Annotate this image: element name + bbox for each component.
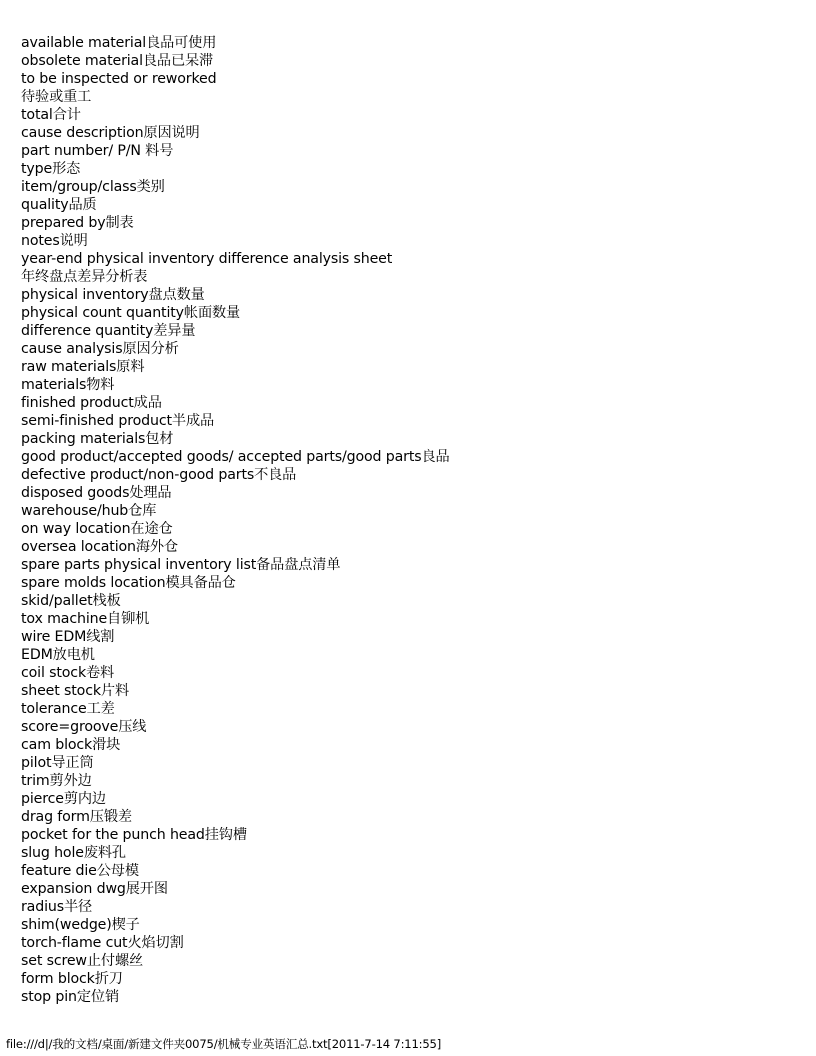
text-line: wire EDM线割	[21, 629, 115, 645]
text-line: raw materials原料	[21, 359, 145, 375]
page-footer: file:///d|/我的文档/桌面/新建文件夹0075/机械专业英语汇总.txt[2011-7-14 7:11:55]	[6, 1037, 442, 1051]
text-line: cause description原因说明	[21, 125, 200, 141]
text-line: skid/pallet栈板	[21, 593, 121, 609]
text-line: cause analysis原因分析	[21, 341, 179, 357]
text-line: part number/ P/N 料号	[21, 143, 174, 159]
text-line: disposed goods处理品	[21, 485, 172, 501]
text-line: packing materials包材	[21, 431, 174, 447]
text-line: prepared by制表	[21, 215, 134, 231]
text-line: warehouse/hub仓库	[21, 503, 157, 519]
text-line: radius半径	[21, 899, 93, 915]
text-line: good product/accepted goods/ accepted parts/good parts良品	[21, 449, 450, 465]
text-line: sheet stock片料	[21, 683, 129, 699]
text-line: notes说明	[21, 233, 88, 249]
text-line: type形态	[21, 161, 81, 177]
text-line: coil stock卷料	[21, 665, 115, 681]
text-line: available material良品可使用	[21, 35, 217, 51]
text-line: year-end physical inventory difference analysis sheet	[21, 251, 393, 267]
text-line: spare parts physical inventory list备品盘点清单	[21, 557, 341, 573]
text-line: total合计	[21, 107, 81, 123]
text-line: tox machine自铆机	[21, 611, 150, 627]
document-body	[21, 34, 801, 1006]
text-line: physical count quantity帐面数量	[21, 305, 241, 321]
text-line: pilot导正筒	[21, 755, 94, 771]
text-line: expansion dwg展开图	[21, 881, 168, 897]
text-line: torch-flame cut火焰切割	[21, 935, 184, 951]
text-line: quality品质	[21, 197, 97, 213]
text-line: 待验或重工	[21, 89, 92, 105]
text-line: semi-finished product半成品	[21, 413, 215, 429]
text-line: score=groove压线	[21, 719, 147, 735]
text-line: tolerance工差	[21, 701, 115, 717]
text-line: item/group/class类别	[21, 179, 165, 195]
text-line: physical inventory盘点数量	[21, 287, 205, 303]
text-line: pocket for the punch head挂钩槽	[21, 827, 247, 843]
text-line: materials物料	[21, 377, 115, 393]
text-line: 年终盘点差异分析表	[21, 269, 148, 285]
text-line: difference quantity差异量	[21, 323, 196, 339]
text-line: cam block滑块	[21, 737, 121, 753]
text-line: to be inspected or reworked	[21, 71, 217, 87]
text-line: spare molds location模具备品仓	[21, 575, 236, 591]
text-line: slug hole废料孔	[21, 845, 126, 861]
text-line: drag form压锻差	[21, 809, 132, 825]
text-line: finished product成品	[21, 395, 162, 411]
text-line: on way location在途仓	[21, 521, 173, 537]
text-line: form block折刀	[21, 971, 123, 987]
text-line: feature die公母模	[21, 863, 139, 879]
text-line: oversea location海外仓	[21, 539, 178, 555]
text-line: defective product/non-good parts不良品	[21, 467, 297, 483]
text-line: obsolete material良品已呆滞	[21, 53, 214, 69]
text-line: stop pin定位销	[21, 989, 120, 1005]
text-line: EDM放电机	[21, 647, 95, 663]
text-line: trim剪外边	[21, 773, 92, 789]
text-line: set screw止付螺丝	[21, 953, 144, 969]
text-line: shim(wedge)楔子	[21, 917, 140, 933]
text-line: pierce剪内边	[21, 791, 106, 807]
